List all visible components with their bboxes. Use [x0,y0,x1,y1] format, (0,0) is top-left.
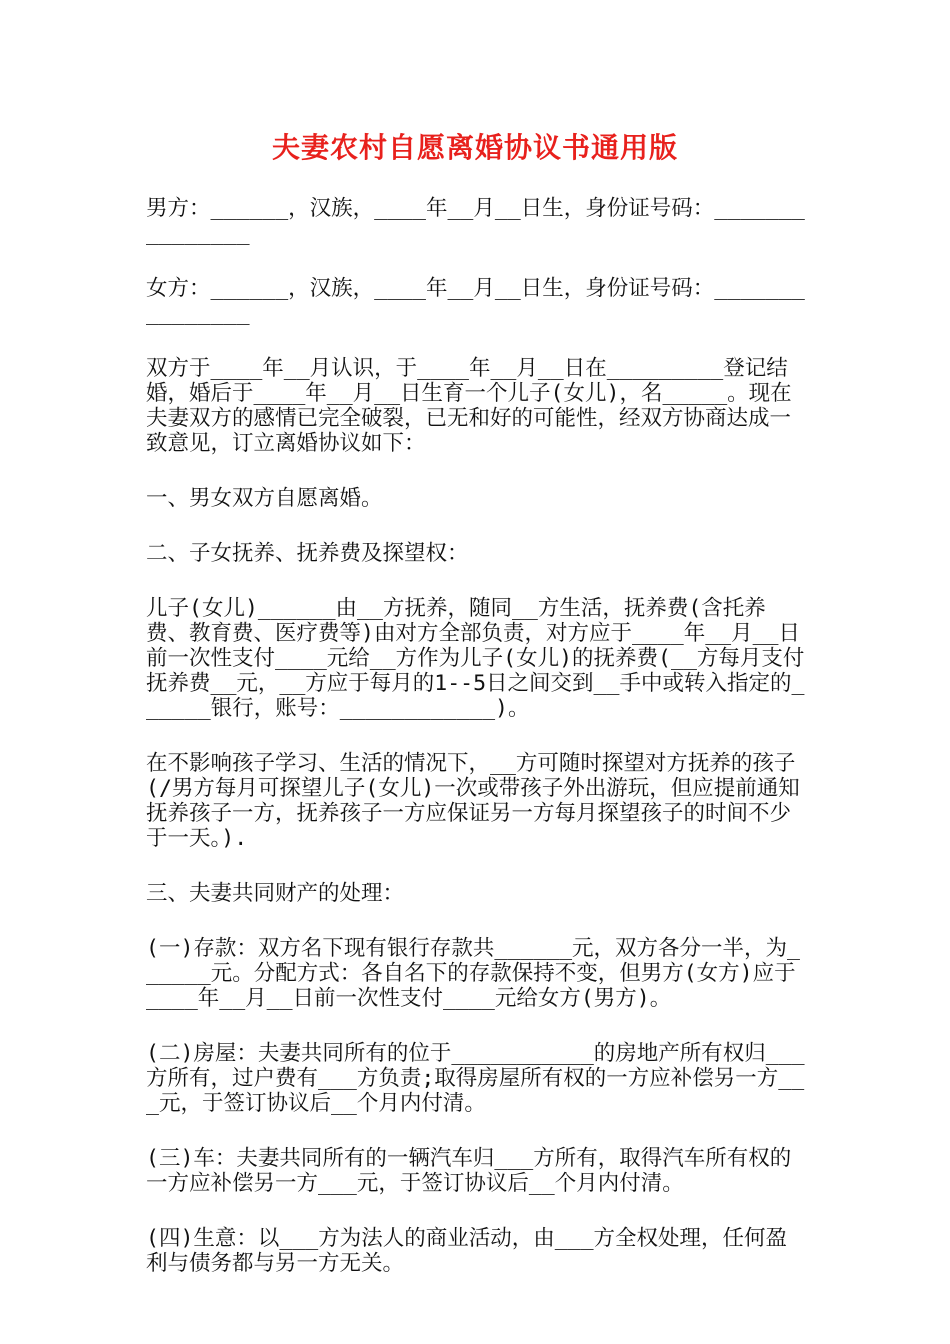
clause-3-business: (四)生意：以___方为法人的商业活动，由___方全权处理，任何盈利与债务都与另一方无关。 [146,1226,788,1276]
paragraph-preamble: 双方于____年__月认识，于____年__月__日在_________登记结婚，婚后于____年__月__日生育一个儿子(女儿)，名_____。现在夫妻双方的感情已完全破裂，已无和好的可能性，经双方协商达成一致意见，订立离婚协议如下： [146,356,792,456]
paragraph-female-party: 女方：______，汉族，____年__月__日生，身份证号码：_______________ [146,276,805,326]
clause-3-heading: 三、夫妻共同财产的处理： [146,881,405,906]
document-body [146,196,808,1306]
document-title: 夫妻农村自愿离婚协议书通用版 [271,131,678,164]
clause-2-custody: 儿子(女儿)______由__方抚养，随同__方生活，抚养费(含托养费、教育费、医疗费等)由对方全部负责，对方应于____年__月__日前一次性支付____元给__方作为儿子(女儿)的抚养费(__方每月支付抚养费__元，__方应于每月的1--5日之间交到__手中或转入指定的______银行，账号：____________)。 [146,596,805,721]
clause-3-car: (三)车：夫妻共同所有的一辆汽车归___方所有，取得汽车所有权的一方应补偿另一方___元，于签订协议后__个月内付清。 [146,1146,792,1196]
clause-3-savings: (一)存款：双方名下现有银行存款共______元，双方各分一半，为______元。分配方式：各自名下的存款保持不变，但男方(女方)应于____年__月__日前一次性支付____元给女方(男方)。 [146,936,800,1011]
clause-2-visitation: 在不影响孩子学习、生活的情况下，__方可随时探望对方抚养的孩子(/男方每月可探望儿子(女儿)一次或带孩子外出游玩，但应提前通知抚养孩子一方，抚养孩子一方应保证另一方每月探望孩子的时间不少于一天。). [146,751,800,851]
clause-1-divorce: 一、男女双方自愿离婚。 [146,486,383,511]
paragraph-male-party: 男方：______，汉族，____年__月__日生，身份证号码：_______________ [146,196,805,246]
clause-3-house: (二)房屋：夫妻共同所有的位于___________的房地产所有权归___方所有，过户费有___方负责;取得房屋所有权的一方应补偿另一方___元，于签订协议后__个月内付清。 [146,1041,805,1116]
clause-2-heading: 二、子女抚养、抚养费及探望权： [146,541,469,566]
